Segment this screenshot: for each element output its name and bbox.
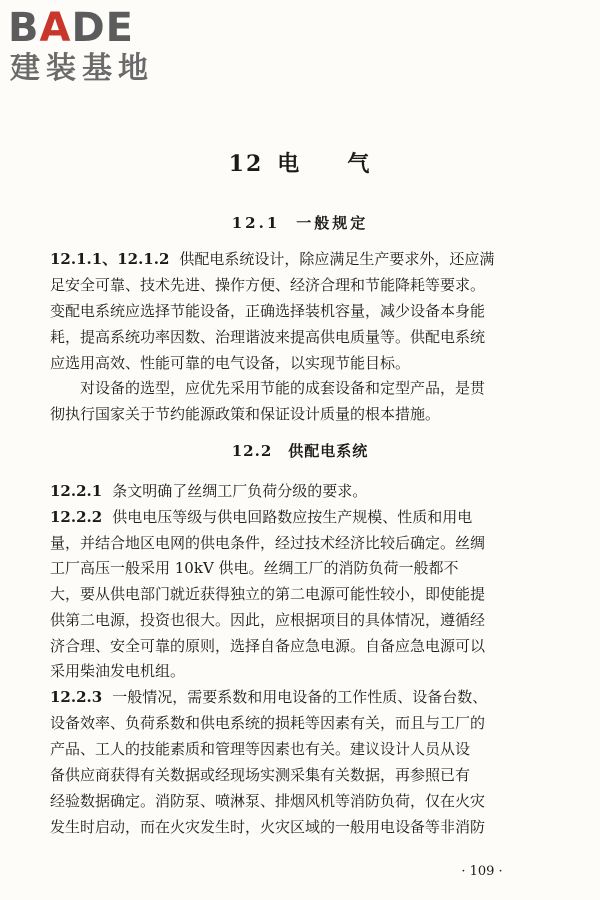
- body-line: 产品、工人的技能素质和管理等因素也有关。建议设计人员从设: [50, 740, 471, 758]
- body-line: 12.2.2 供电电压等级与供电回路数应按生产规模、性质和用电: [50, 508, 473, 526]
- section-title: 一般规定: [296, 214, 369, 232]
- bade-logo: [8, 6, 183, 88]
- body-line: 供第二电源，投资也很大。因此，应根据项目的具体情况，遵循经: [50, 611, 486, 629]
- body-line: 变配电系统应选择节能设备，正确选择装机容量，减少设备本身能: [50, 302, 486, 320]
- body-line: 足安全可靠、技术先进、操作方便、经济合理和节能降耗等要求。: [50, 276, 486, 294]
- body-line: 量，并结合地区电网的供电条件，经过技术经济比较后确定。丝绸: [50, 534, 486, 552]
- chapter-title-char-2: 气: [347, 151, 372, 177]
- logo-accent-letter: A: [39, 5, 72, 51]
- clause-number: 12.2.3: [50, 688, 103, 706]
- body-line: 发生时启动，而在火灾发生时，火灾区域的一般用电设备等非消防: [50, 818, 486, 836]
- body-line: 经验数据确定。消防泵、喷淋泵、排烟风机等消防负荷，仅在火灾: [50, 792, 486, 810]
- section-heading-general: [0, 212, 600, 233]
- section-heading-power-supply: [0, 440, 600, 461]
- body-line: 12.2.3 一般情况，需要系数和用电设备的工作性质、设备台数、: [50, 688, 488, 706]
- body-line: 彻执行国家关于节约能源政策和保证设计质量的根本措施。: [50, 405, 441, 423]
- body-line: 12.1.1、12.1.2 供配电系统设计，除应满足生产要求外，还应满: [50, 250, 495, 268]
- section-number: 12.1: [231, 214, 281, 232]
- body-line: 大，要从供电部门就近获得独立的第二电源可能性较小，即使能提: [50, 585, 486, 603]
- body-line: 对设备的选型，应优先采用节能的成套设备和定型产品，是贯: [80, 379, 486, 397]
- body-line: 设备效率、负荷系数和供电系统的损耗等因素有关，而且与工厂的: [50, 714, 486, 732]
- logo-wordmark: BADE: [8, 5, 134, 51]
- body-line: 工厂高压一般采用 10kV 供电。丝绸工厂的消防负荷一般都不: [50, 559, 459, 577]
- clause-number: 12.2.1: [50, 482, 103, 500]
- page-number: · 109 ·: [461, 864, 503, 879]
- section-number: 12.2: [231, 442, 273, 460]
- clause-number: 12.1.1、12.1.2: [50, 250, 170, 268]
- section-title: 供配电系统: [288, 442, 369, 460]
- body-line: 耗，提高系统功率因数、治理谐波来提高供电质量等。供配电系统: [50, 328, 486, 346]
- chapter-title-char-1: 电: [277, 151, 302, 177]
- body-line: 济合理、安全可靠的原则，选择自备应急电源。自备应急电源可以: [50, 637, 486, 655]
- body-line: 备供应商获得有关数据或经现场实测采集有关数据，再参照已有: [50, 766, 471, 784]
- chapter-title: [0, 147, 600, 178]
- body-line: 12.2.1 条文明确了丝绸工厂负荷分级的要求。: [50, 482, 368, 500]
- clause-number: 12.2.2: [50, 508, 103, 526]
- body-line: 应选用高效、性能可靠的电气设备，以实现节能目标。: [50, 354, 411, 372]
- logo-chinese-text: 建装基地: [10, 51, 154, 86]
- body-line: 采用柴油发电机组。: [50, 662, 186, 680]
- chapter-number: 12: [228, 151, 264, 177]
